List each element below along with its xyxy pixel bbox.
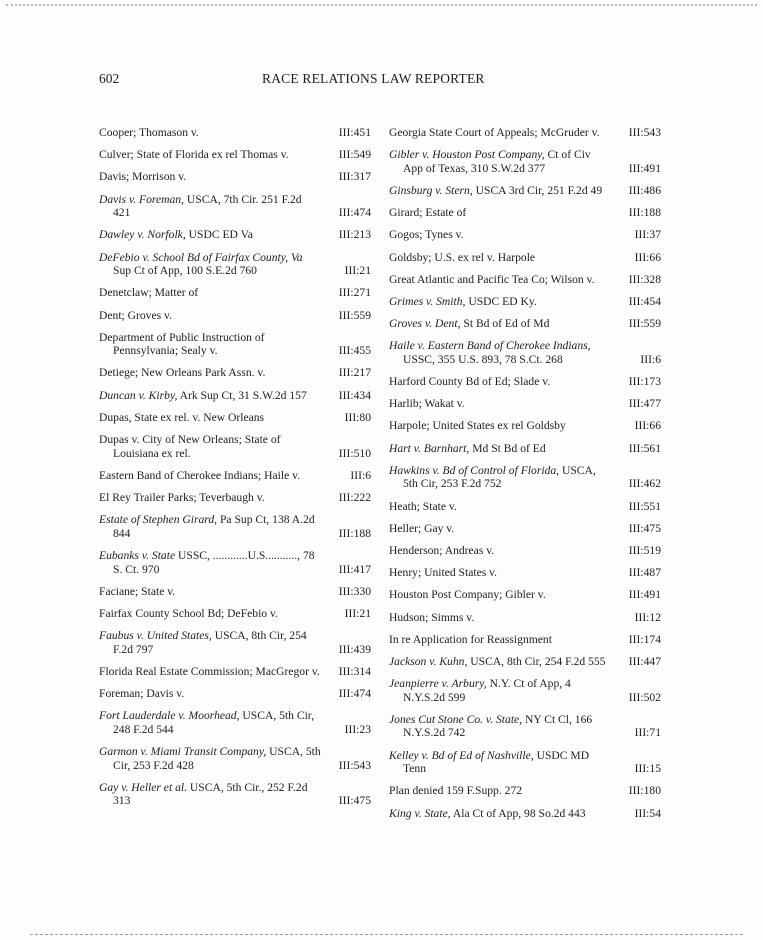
entry-citation-text: USCA, 5th Cir, 253 F.2d 428 xyxy=(113,745,321,772)
entry-case-name xyxy=(99,331,321,358)
entry-volume-page: III:71 xyxy=(634,726,661,740)
entry-case-name xyxy=(99,629,321,656)
entry-citation-text: Dupas, State ex rel. v. New Orleans xyxy=(99,410,265,424)
entry-citation-text: Davis; Morrison v. xyxy=(99,170,187,184)
entry-citation-text: USCA, 8th Cir, 254 F.2d 797 xyxy=(113,629,307,656)
index-entry xyxy=(389,206,661,220)
entry-citation-text: Harlib; Wakat v. xyxy=(389,397,465,411)
index-column-right xyxy=(389,126,661,829)
entry-citation-text: USCA, 5th Cir, 248 F.2d 544 xyxy=(113,709,315,736)
entry-case-name xyxy=(389,375,611,389)
entry-citation-text: Pa Sup Ct, 138 A.2d 844 xyxy=(113,513,315,540)
index-entry xyxy=(389,655,661,669)
entry-volume-page: III:66 xyxy=(634,250,661,264)
entry-citation-text: USDC ED Ky. xyxy=(465,294,537,308)
entry-case-title: Jones Cut Stone Co. v. State, xyxy=(389,712,523,726)
index-entry xyxy=(389,419,661,433)
entry-volume-page: III:486 xyxy=(628,183,661,197)
entry-volume-page: III:474 xyxy=(338,687,371,701)
index-entry xyxy=(99,331,371,358)
entry-citation-text: USCA, 7th Cir. 251 F.2d 421 xyxy=(113,192,302,220)
entry-citation-text: N.Y. Ct of App, 4 N.Y.S.2d 599 xyxy=(403,677,571,704)
entry-citation-text: Georgia State Court of Appeals; McGruder v. xyxy=(389,126,600,139)
entry-case-title: Ginsburg v. Stern, xyxy=(389,183,473,197)
index-entry xyxy=(99,513,371,540)
entry-citation-text: USCA 3rd Cir, 251 F.2d 49 xyxy=(472,183,603,197)
running-head: RACE RELATIONS LAW REPORTER xyxy=(262,71,485,86)
entry-volume-page: III:271 xyxy=(338,286,371,300)
index-entry xyxy=(389,375,661,389)
entry-case-name xyxy=(389,295,611,309)
entry-citation-text: Florida Real Estate Commission; MacGregor v. xyxy=(99,664,320,678)
index-entry xyxy=(99,148,371,162)
entry-case-name xyxy=(389,655,611,669)
entry-volume-page: III:559 xyxy=(338,308,371,322)
entry-citation-text: USSC, ............U.S..........., 78 S. Ct. 970 xyxy=(113,548,315,576)
index-entry xyxy=(99,251,371,278)
entry-case-name xyxy=(389,749,611,776)
index-entry xyxy=(99,170,371,184)
index-entry xyxy=(99,193,371,220)
index-entry xyxy=(99,607,371,621)
entry-case-name xyxy=(99,665,321,679)
entry-citation-text: Ct of Civ App of Texas, 310 S.W.2d 377 xyxy=(403,148,591,175)
index-entry xyxy=(99,709,371,736)
entry-volume-page: III:439 xyxy=(338,642,371,656)
entry-volume-page: III:510 xyxy=(338,446,371,460)
index-entry xyxy=(389,611,661,625)
entry-citation-text: El Rey Trailer Parks; Teverbaugh v. xyxy=(99,491,265,504)
entry-case-name xyxy=(389,148,611,175)
index-entry xyxy=(389,749,661,776)
entry-case-name xyxy=(389,273,611,287)
entry-volume-page: III:491 xyxy=(628,588,661,602)
entry-citation-text: Heller; Gay v. xyxy=(389,521,455,535)
entry-case-title: Dawley v. Norfolk, xyxy=(99,228,186,242)
entry-citation-text: USCA, 8th Cir, 254 F.2d 555 xyxy=(467,654,606,668)
entry-volume-page: III:487 xyxy=(628,566,661,580)
entry-case-name xyxy=(99,709,321,736)
entry-citation-text: Faciane; State v. xyxy=(99,584,176,598)
index-entry xyxy=(389,588,661,602)
entry-citation-text: Ark Sup Ct, 31 S.W.2d 157 xyxy=(177,388,307,402)
entry-volume-page: III:434 xyxy=(338,388,371,402)
entry-case-name xyxy=(389,317,611,331)
entry-volume-page: III:474 xyxy=(338,206,371,220)
entry-citation-text: USDC MD Tenn xyxy=(403,748,590,776)
entry-case-title: Fort Lauderdale v. Moorhead, xyxy=(99,709,240,723)
entry-case-title: Gibler v. Houston Post Company, xyxy=(389,148,545,162)
entry-case-name xyxy=(389,784,611,798)
page-number: 602 xyxy=(99,71,120,86)
index-entry xyxy=(389,713,661,740)
entry-volume-page: III:549 xyxy=(338,148,371,162)
index-entry xyxy=(99,549,371,576)
index-entry xyxy=(99,411,371,425)
entry-volume-page: III:66 xyxy=(634,419,661,433)
entry-citation-text: Plan denied 159 F.Supp. 272 xyxy=(389,784,523,798)
entry-volume-page: III:217 xyxy=(338,366,371,380)
index-entry xyxy=(389,148,661,175)
entry-volume-page: III:561 xyxy=(628,441,661,455)
entry-citation-text: USCA, 5th Cir., 252 F.2d 313 xyxy=(113,780,308,808)
index-entry xyxy=(389,184,661,198)
entry-volume-page: III:451 xyxy=(338,126,371,139)
index-entry xyxy=(99,126,371,140)
entry-citation-text: Denetclaw; Matter of xyxy=(99,286,199,300)
index-entry xyxy=(389,251,661,265)
entry-case-name xyxy=(389,339,611,366)
entry-citation-text: USDC ED Va xyxy=(185,228,253,242)
entry-case-name xyxy=(99,607,321,621)
entry-volume-page: III:477 xyxy=(628,397,661,411)
scan-edge-top xyxy=(6,4,757,6)
entry-case-name xyxy=(99,687,321,701)
entry-volume-page: III:173 xyxy=(628,375,661,389)
entry-volume-page: III:21 xyxy=(344,264,371,278)
index-entry xyxy=(99,665,371,679)
index-entry xyxy=(99,366,371,380)
index-entry xyxy=(99,491,371,505)
entry-volume-page: III:80 xyxy=(344,410,371,424)
entry-case-title: Jackson v. Kuhn, xyxy=(389,654,468,668)
entry-case-name xyxy=(99,286,321,300)
entry-case-title: Jeanpierre v. Arbury, xyxy=(389,677,487,691)
entry-volume-page: III:462 xyxy=(628,477,661,491)
entry-case-name xyxy=(99,251,321,278)
entry-volume-page: III:519 xyxy=(628,543,661,557)
entry-citation-text: Dent; Groves v. xyxy=(99,308,172,322)
index-entry xyxy=(99,469,371,483)
index-entry xyxy=(389,633,661,647)
entry-volume-page: III:475 xyxy=(628,521,661,535)
entry-case-name xyxy=(99,549,321,576)
entry-citation-text: Ala Ct of App, 98 So.2d 443 xyxy=(450,806,586,820)
entry-citation-text: Gogos; Tynes v. xyxy=(389,228,464,242)
index-entry xyxy=(99,433,371,460)
entry-volume-page: III:328 xyxy=(628,272,661,286)
index-entry xyxy=(389,273,661,287)
entry-citation-text: Sup Ct of App, 100 S.E.2d 760 xyxy=(113,264,257,278)
index-entry xyxy=(389,442,661,456)
index-entry xyxy=(389,784,661,798)
index-entry xyxy=(99,228,371,242)
entry-citation-text: Goldsby; U.S. ex rel v. Harpole xyxy=(389,250,536,264)
entry-case-title: Haile v. Eastern Band of Cherokee Indians, xyxy=(389,339,591,353)
index-entry xyxy=(389,807,661,821)
entry-volume-page: III:491 xyxy=(628,161,661,175)
entry-volume-page: III:222 xyxy=(338,491,371,504)
entry-volume-page: III:559 xyxy=(628,317,661,331)
entry-volume-page: III:6 xyxy=(350,468,371,482)
entry-case-name xyxy=(99,411,321,425)
entry-case-name xyxy=(389,419,611,433)
index-entry xyxy=(389,464,661,491)
index-entry xyxy=(389,317,661,331)
entry-case-title: DeFebio v. School Bd of Fairfax County, Va xyxy=(99,250,303,264)
entry-citation-text: Eastern Band of Cherokee Indians; Haile v. xyxy=(99,468,301,482)
entry-case-title: Davis v. Foreman, xyxy=(99,192,184,206)
entry-volume-page: III:454 xyxy=(628,294,661,308)
index-entry xyxy=(389,126,661,140)
entry-volume-page: III:543 xyxy=(338,758,371,772)
entry-volume-page: III:314 xyxy=(338,664,371,678)
entry-case-title: Hawkins v. Bd of Control of Florida, xyxy=(389,463,560,477)
entry-case-name xyxy=(389,500,611,514)
entry-case-title: Garmon v. Miami Transit Company, xyxy=(99,745,267,759)
entry-case-name xyxy=(389,206,611,220)
entry-citation-text: USCA, 5th Cir, 253 F.2d 752 xyxy=(403,463,596,491)
index-entry xyxy=(99,745,371,772)
entry-volume-page: III:6 xyxy=(640,352,661,366)
entry-volume-page: III:180 xyxy=(628,784,661,798)
entry-citation-text: Foreman; Davis v. xyxy=(99,687,185,701)
entry-volume-page: III:551 xyxy=(628,499,661,513)
entry-citation-text: Houston Post Company; Gibler v. xyxy=(389,588,546,602)
entry-citation-text: In re Application for Reassignment xyxy=(389,632,552,646)
entry-case-name xyxy=(389,442,611,456)
index-entry xyxy=(389,228,661,242)
entry-case-name xyxy=(389,126,611,140)
entry-case-name xyxy=(389,544,611,558)
entry-case-name xyxy=(99,513,321,540)
entry-case-name xyxy=(389,807,611,821)
entry-case-name xyxy=(389,677,611,704)
entry-volume-page: III:174 xyxy=(628,632,661,646)
entry-case-name xyxy=(99,309,321,323)
entry-citation-text: Fairfax County School Bd; DeFebio v. xyxy=(99,606,278,620)
index-entry xyxy=(389,339,661,366)
index-entry xyxy=(389,397,661,411)
entry-volume-page: III:54 xyxy=(634,806,661,820)
entry-case-name xyxy=(99,389,321,403)
index-entry xyxy=(99,585,371,599)
entry-volume-page: III:330 xyxy=(338,584,371,598)
entry-volume-page: III:21 xyxy=(344,606,371,620)
entry-citation-text: Dupas v. City of New Orleans; State of Louisiana ex rel. xyxy=(99,433,281,460)
entry-case-name xyxy=(99,366,321,380)
entry-case-name xyxy=(99,126,321,140)
index-entry xyxy=(99,389,371,403)
entry-case-name xyxy=(99,781,321,808)
entry-citation-text: Heath; State v. xyxy=(389,499,457,513)
entry-case-name xyxy=(99,170,321,184)
entry-citation-text: Harpole; United States ex rel Goldsby xyxy=(389,419,566,433)
entry-case-name xyxy=(99,469,321,483)
entry-citation-text: Md St Bd of Ed xyxy=(469,441,546,455)
entry-case-title: Duncan v. Kirby, xyxy=(99,388,178,402)
index-entry xyxy=(389,295,661,309)
index-entry xyxy=(99,286,371,300)
entry-citation-text: Detiege; New Orleans Park Assn. v. xyxy=(99,366,266,380)
entry-case-title: Eubanks v. State xyxy=(99,548,176,562)
entry-case-name xyxy=(389,228,611,242)
entry-volume-page: III:447 xyxy=(628,654,661,668)
index-entry xyxy=(389,544,661,558)
entry-volume-page: III:213 xyxy=(338,228,371,242)
entry-case-title: King v. State, xyxy=(389,806,451,820)
index-entry xyxy=(99,781,371,808)
index-entry xyxy=(389,566,661,580)
entry-citation-text: St Bd of Ed of Md xyxy=(460,317,550,331)
entry-case-name xyxy=(389,566,611,580)
entry-case-name xyxy=(99,148,321,162)
entry-volume-page: III:188 xyxy=(628,206,661,220)
index-column-left xyxy=(99,126,371,817)
entry-case-name xyxy=(389,184,611,198)
index-entry xyxy=(389,522,661,536)
entry-volume-page: III:475 xyxy=(338,794,371,808)
entry-case-title: Groves v. Dent, xyxy=(389,317,461,331)
entry-case-title: Gay v. Heller et al. xyxy=(99,780,187,794)
entry-case-name xyxy=(99,585,321,599)
index-entry xyxy=(99,309,371,323)
index-entry xyxy=(389,677,661,704)
entry-case-name xyxy=(389,713,611,740)
entry-citation-text: Harford County Bd of Ed; Slade v. xyxy=(389,375,551,389)
entry-case-title: Estate of Stephen Girard, xyxy=(99,513,218,527)
entry-case-title: Kelley v. Bd of Ed of Nashville, xyxy=(389,748,534,762)
entry-citation-text: Henderson; Andreas v. xyxy=(389,543,495,557)
scan-edge-bottom xyxy=(30,934,743,935)
entry-case-name xyxy=(99,228,321,242)
entry-citation-text: USSC, 355 U.S. 893, 78 S.Ct. 268 xyxy=(403,352,563,366)
entry-case-name xyxy=(389,522,611,536)
entry-volume-page: III:455 xyxy=(338,344,371,358)
entry-case-title: Grimes v. Smith, xyxy=(389,294,466,308)
entry-citation-text: Henry; United States v. xyxy=(389,566,498,580)
entry-volume-page: III:317 xyxy=(338,170,371,184)
entry-case-name xyxy=(389,633,611,647)
entry-volume-page: III:37 xyxy=(634,228,661,242)
entry-case-name xyxy=(389,397,611,411)
entry-case-name xyxy=(389,464,611,491)
entry-citation-text: Culver; State of Florida ex rel Thomas v. xyxy=(99,148,289,162)
entry-case-name xyxy=(389,611,611,625)
entry-case-name xyxy=(389,588,611,602)
entry-case-name xyxy=(99,745,321,772)
entry-volume-page: III:417 xyxy=(338,562,371,576)
index-entry xyxy=(99,687,371,701)
entry-citation-text: Great Atlantic and Pacific Tea Co; Wilson v. xyxy=(389,272,595,286)
entry-case-title: Hart v. Barnhart, xyxy=(389,441,470,455)
index-entry xyxy=(99,629,371,656)
entry-case-name xyxy=(389,251,611,265)
entry-volume-page: III:502 xyxy=(628,690,661,704)
entry-case-name xyxy=(99,433,321,460)
entry-case-name xyxy=(99,491,321,505)
entry-volume-page: III:15 xyxy=(634,762,661,776)
entry-volume-page: III:543 xyxy=(628,126,661,139)
entry-volume-page: III:12 xyxy=(634,610,661,624)
index-entry xyxy=(389,500,661,514)
entry-volume-page: III:23 xyxy=(344,722,371,736)
entry-citation-text: NY Ct Cl, 166 N.Y.S.2d 742 xyxy=(403,712,593,740)
entry-citation-text: Cooper; Thomason v. xyxy=(99,126,199,139)
entry-citation-text: Department of Public Instruction of Pennsylvania; Sealy v. xyxy=(99,330,265,358)
entry-volume-page: III:188 xyxy=(338,526,371,540)
entry-citation-text: Girard; Estate of xyxy=(389,206,467,220)
entry-case-title: Faubus v. United States, xyxy=(99,629,212,643)
entry-citation-text: Hudson; Simms v. xyxy=(389,610,475,624)
entry-case-name xyxy=(99,193,321,220)
